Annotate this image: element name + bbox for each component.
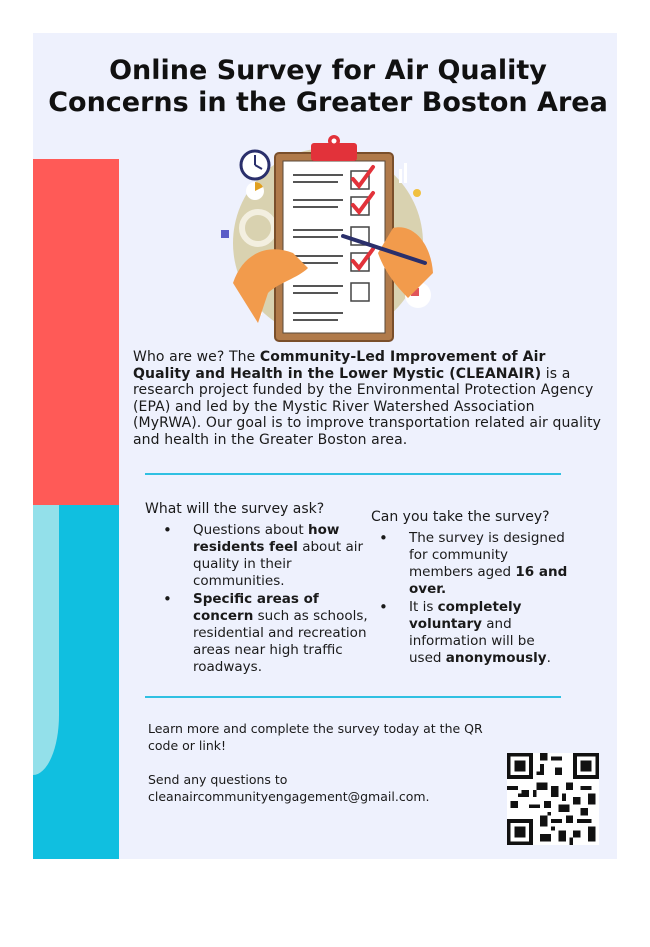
eligibility-heading: Can you take the survey? <box>371 509 550 525</box>
who-text-2: is a research project funded by the Environmental Protection Agency (EPA) and led by the Mystic River Watershed Association (MyRWA). Our goal is to improve transportation related air quality and health in the Greater Boston area. <box>133 365 602 448</box>
divider-bottom <box>145 696 561 698</box>
who-text-1: The <box>224 349 260 365</box>
survey-ask-section <box>145 501 369 677</box>
org-name: Community-Led Improvement of Air Quality and Health in the Lower Mystic (CLEANAIR) <box>133 349 546 382</box>
list-item: • Specific areas of concern such as schools, residential and recreation areas near high traffic roadways. <box>169 591 369 676</box>
survey-clipboard-illustration <box>213 133 443 353</box>
page-title: Online Survey for Air Quality Concerns in the Greater Boston Area <box>48 55 608 118</box>
contact-text[interactable]: Send any questions to cleanaircommunityengagement@gmail.com. <box>148 772 430 804</box>
survey-ask-heading: What will the survey ask? <box>145 501 325 517</box>
light-cyan-accent-bar <box>33 505 59 775</box>
who-are-we-paragraph <box>133 349 603 448</box>
divider-top <box>145 473 561 475</box>
red-accent-bar <box>33 159 119 505</box>
flyer-page <box>33 33 617 859</box>
who-lead: Who are we? <box>133 349 225 365</box>
eligibility-section <box>371 509 571 668</box>
qr-code[interactable] <box>507 753 599 845</box>
list-item: • The survey is designed for community members aged 16 and over. <box>385 530 571 598</box>
list-item: • Questions about how residents feel about air quality in their communities. <box>169 522 369 590</box>
learn-more-text: Learn more and complete the survey today at the QR code or link! <box>148 721 483 753</box>
list-item: • It is completely voluntary and information will be used anonymously. <box>385 599 571 667</box>
